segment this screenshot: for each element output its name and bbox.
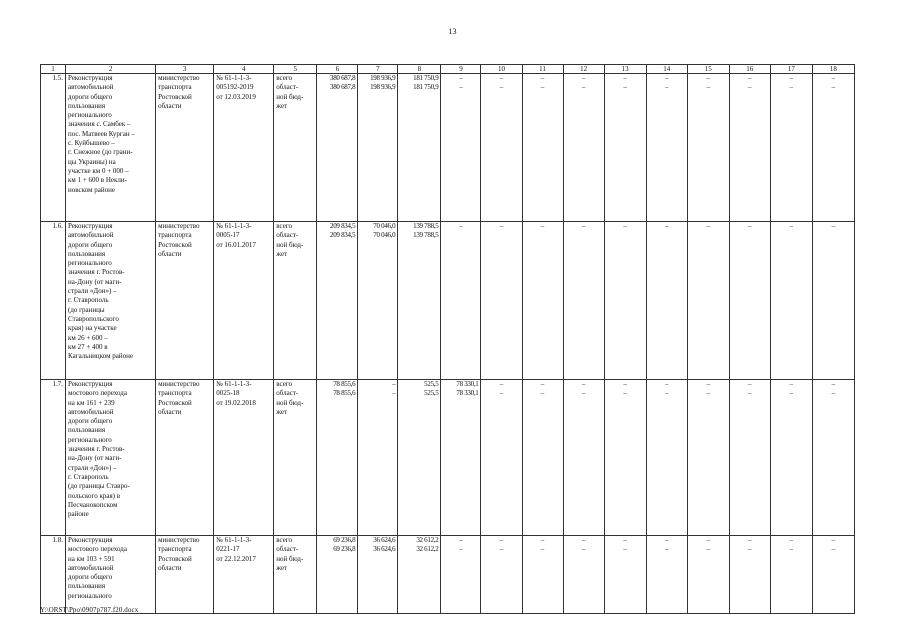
responsible-ministry-text: министерство транспорта Ростовской области (158, 222, 200, 258)
col18-amount (812, 74, 854, 222)
col13-amount-value: – (623, 536, 627, 544)
table-row (41, 536, 855, 614)
col12-amount-value: – (581, 389, 586, 398)
col8-amount-value: 139 788,5 (413, 222, 439, 230)
row-number-text: 1.8. (52, 536, 64, 544)
col8-amount (398, 222, 441, 380)
budget-table (40, 64, 855, 614)
col15-amount-value: – (706, 536, 710, 544)
column-number-8: 8 (398, 65, 441, 74)
file-path-footer: Y:\ORST\Ppo\0907p787.f20.docx (40, 606, 139, 614)
col6-amount-value: 78 855,6 (333, 389, 356, 398)
col14-amount-value: – (664, 545, 669, 554)
col18-amount-value: – (831, 389, 836, 398)
col15-amount-value: – (706, 545, 710, 554)
col9-amount-value (443, 231, 478, 240)
col9-amount (441, 536, 481, 614)
col17-amount (770, 536, 812, 614)
col9-amount-value: – (459, 83, 463, 92)
col17-amount (770, 380, 812, 536)
col9-amount-value: – (459, 74, 463, 82)
column-number-1: 1 (41, 65, 66, 74)
col11-amount-value: – (540, 536, 545, 544)
col13-amount (604, 380, 646, 536)
col15-amount-value: – (706, 74, 710, 82)
col17-amount (770, 222, 812, 380)
col18-amount (812, 380, 854, 536)
col15-amount (687, 222, 729, 380)
col8-amount (398, 74, 441, 222)
column-number-2: 2 (66, 65, 156, 74)
col7-amount-value: – (392, 389, 396, 398)
col11-amount-value: – (540, 222, 545, 230)
project-name (66, 74, 156, 222)
funding-source-regional: област- ной бюд- жет (276, 231, 304, 258)
page-number: 13 (448, 27, 457, 36)
col16-amount-value (732, 231, 768, 240)
responsible-ministry-text: министерство транспорта Ростовской области (158, 536, 200, 572)
column-number-6: 6 (317, 65, 358, 74)
col13-amount-value: – (623, 83, 627, 92)
col16-amount-value: – (748, 545, 752, 554)
column-number-row (41, 65, 855, 74)
expertise-document (214, 222, 274, 380)
col14-amount-value: – (664, 83, 669, 92)
col16-amount-value: – (748, 380, 752, 388)
col18-amount (812, 536, 854, 614)
col12-amount-value: – (581, 380, 586, 388)
column-number-15: 15 (687, 65, 729, 74)
col11-amount (522, 74, 563, 222)
expertise-document (214, 536, 274, 614)
col17-amount (770, 74, 812, 222)
col14-amount (646, 380, 687, 536)
col12-amount-value: – (581, 74, 586, 82)
col18-amount-value: – (831, 83, 836, 92)
funding-source (274, 380, 317, 536)
responsible-ministry (156, 74, 214, 222)
col12-amount (563, 536, 604, 614)
row-number-text: 1.7. (52, 380, 64, 388)
col18-amount-value: – (831, 222, 836, 230)
col8-amount-value: 525,5 (424, 380, 439, 388)
col17-amount-value (773, 231, 810, 240)
col13-amount (604, 74, 646, 222)
col12-amount (563, 380, 604, 536)
project-name (66, 380, 156, 536)
col16-amount-value: – (748, 389, 752, 398)
col15-amount-value (690, 231, 727, 240)
col11-amount-value: – (540, 74, 545, 82)
col16-amount-value: – (748, 74, 752, 82)
table-row (41, 222, 855, 380)
col13-amount-value: – (623, 545, 627, 554)
project-name-text: Реконструкция мостового перехода на км 103 + 591 автомобильной дороги общего пользования регионального (68, 536, 127, 600)
column-number-13: 13 (604, 65, 646, 74)
expertise-document-text: № 61-1-1-3- 005192-2019 от 12.03.2019 (216, 74, 256, 101)
col7-amount-value: 36 624,6 (373, 536, 396, 544)
col17-amount-value: – (789, 222, 794, 230)
col16-amount (729, 380, 770, 536)
col17-amount-value: – (789, 83, 794, 92)
col6-amount (317, 74, 358, 222)
col8-amount-value: 32 612,2 (416, 545, 439, 554)
column-number-4: 4 (214, 65, 274, 74)
col10-amount (481, 380, 522, 536)
expertise-document-text: № 61-1-1-3- 0005-17 от 16.01.2017 (216, 222, 256, 249)
col12-amount-value: – (581, 536, 586, 544)
funding-source-total: всего (276, 536, 293, 544)
col15-amount-value: – (706, 83, 710, 92)
col15-amount-value: – (706, 389, 710, 398)
col16-amount (729, 222, 770, 380)
expertise-document (214, 74, 274, 222)
funding-source (274, 222, 317, 380)
col11-amount (522, 380, 563, 536)
column-number-14: 14 (646, 65, 687, 74)
col15-amount (687, 536, 729, 614)
column-number-17: 17 (770, 65, 812, 74)
col6-amount-value: 380 687,8 (330, 74, 356, 82)
col9-amount-value: – (459, 545, 463, 554)
column-number-10: 10 (481, 65, 522, 74)
expertise-document-text: № 61-1-1-3- 0025-18 от 19.02.2018 (216, 380, 256, 407)
col8-amount (398, 380, 441, 536)
col10-amount-value (483, 231, 519, 240)
expertise-document-text: № 61-1-1-3- 0221-17 от 22.12.2017 (216, 536, 256, 563)
col10-amount (481, 536, 522, 614)
table-row (41, 380, 855, 536)
col14-amount-value (649, 231, 685, 240)
col16-amount (729, 74, 770, 222)
responsible-ministry (156, 222, 214, 380)
col14-amount (646, 536, 687, 614)
col8-amount-value: 181 750,9 (413, 74, 439, 82)
col10-amount-value: – (499, 545, 504, 554)
col6-amount-value: 209 834,5 (330, 231, 356, 240)
funding-source-regional: област- ной бюд- жет (276, 545, 304, 572)
col6-amount (317, 222, 358, 380)
col6-amount-value: 78 855,6 (333, 380, 356, 388)
col17-amount-value: – (789, 380, 794, 388)
col12-amount (563, 74, 604, 222)
col15-amount-value: – (706, 222, 710, 230)
col16-amount-value: – (748, 83, 752, 92)
project-name (66, 536, 156, 614)
funding-source (274, 536, 317, 614)
row-number (41, 380, 66, 536)
column-number-9: 9 (441, 65, 481, 74)
col7-amount (358, 380, 398, 536)
funding-source-total: всего (276, 74, 293, 82)
col14-amount-value: – (664, 389, 669, 398)
col9-amount-value: 78 330,1 (456, 380, 479, 388)
col15-amount (687, 380, 729, 536)
project-name-text: Реконструкция мостового перехода на км 161 + 239 автомобильной дороги общего пользования регионального значения г. Ростов- на-Дону (от маги- страли «Дон») – г. Ставрополь (до границы Ставро- польского края) в Песчанокопском районе (68, 380, 130, 519)
col14-amount-value: – (664, 222, 669, 230)
funding-source-regional: област- ной бюд- жет (276, 83, 304, 110)
col15-amount (687, 74, 729, 222)
column-number-7: 7 (358, 65, 398, 74)
col17-amount-value: – (789, 389, 794, 398)
col10-amount-value: – (499, 380, 504, 388)
col17-amount-value: – (789, 545, 794, 554)
row-number (41, 222, 66, 380)
col14-amount (646, 74, 687, 222)
column-number-3: 3 (156, 65, 214, 74)
col7-amount-value: – (392, 380, 396, 388)
col9-amount (441, 222, 481, 380)
col7-amount-value: 70 046,0 (373, 222, 396, 230)
col13-amount-value: – (623, 389, 627, 398)
col10-amount-value: – (499, 536, 504, 544)
col11-amount (522, 536, 563, 614)
col16-amount-value: – (748, 536, 752, 544)
col9-amount-value: 78 330,1 (456, 389, 479, 398)
col13-amount (604, 222, 646, 380)
col13-amount-value: – (623, 380, 627, 388)
col6-amount-value: 380 687,8 (330, 83, 356, 92)
col10-amount (481, 222, 522, 380)
col14-amount-value: – (664, 380, 669, 388)
col18-amount (812, 222, 854, 380)
col9-amount-value: – (459, 536, 463, 544)
col11-amount-value: – (540, 380, 545, 388)
funding-source-regional: област- ной бюд- жет (276, 389, 304, 416)
funding-source-total: всего (276, 380, 293, 388)
col8-amount-value: 181 750,9 (413, 83, 439, 92)
col8-amount-value: 525,5 (424, 389, 439, 398)
col13-amount-value (607, 231, 644, 240)
col13-amount-value: – (623, 74, 627, 82)
col15-amount-value: – (706, 380, 710, 388)
row-number-text: 1.5. (52, 74, 64, 82)
col7-amount (358, 74, 398, 222)
row-number (41, 536, 66, 614)
col10-amount-value: – (499, 222, 504, 230)
col12-amount-value: – (581, 545, 586, 554)
col10-amount (481, 74, 522, 222)
project-name-text: Реконструкция автомобильной дороги общего пользования регионального значения г. Ростов- на-Дону (от маги- страли «Дон») – г. Ставрополь (до границы Ставропольского края) на участке км 26 + 600 – км 27 + 400 в Кагальницком районе (68, 222, 133, 361)
row-number-text: 1.6. (52, 222, 64, 230)
col18-amount-value: – (831, 74, 836, 82)
col10-amount-value: – (499, 74, 504, 82)
responsible-ministry-text: министерство транспорта Ростовской области (158, 74, 200, 110)
col18-amount-value (815, 231, 852, 240)
col18-amount-value: – (831, 536, 836, 544)
col6-amount (317, 380, 358, 536)
col7-amount (358, 536, 398, 614)
col6-amount-value: 69 236,8 (333, 536, 356, 544)
col11-amount-value (525, 231, 561, 240)
col11-amount-value: – (540, 83, 545, 92)
col16-amount (729, 536, 770, 614)
column-number-16: 16 (729, 65, 770, 74)
col6-amount-value: 69 236,8 (333, 545, 356, 554)
column-number-18: 18 (812, 65, 854, 74)
col18-amount-value: – (831, 380, 836, 388)
col17-amount-value: – (789, 536, 794, 544)
col11-amount-value: – (540, 389, 545, 398)
col12-amount-value: – (581, 222, 586, 230)
responsible-ministry (156, 380, 214, 536)
project-name-text: Реконструкция автомобильной дороги общего пользования регионального значения с. Самбек – пос. Матвеев Курган – с. Куйбышево – г. Снежное (до грани- цы Украины) на участке км 0 + 000 – км 1 + 600 в Некли- новском районе (68, 74, 135, 194)
col6-amount (317, 536, 358, 614)
project-name (66, 222, 156, 380)
col7-amount (358, 222, 398, 380)
column-number-5: 5 (274, 65, 317, 74)
col13-amount-value: – (623, 222, 627, 230)
col6-amount-value: 209 834,5 (330, 222, 356, 230)
col10-amount-value: – (499, 83, 504, 92)
col14-amount-value: – (664, 536, 669, 544)
col16-amount-value: – (748, 222, 752, 230)
col12-amount-value (566, 231, 602, 240)
col11-amount-value: – (540, 545, 545, 554)
table-row (41, 74, 855, 222)
col18-amount-value: – (831, 545, 836, 554)
funding-source-total: всего (276, 222, 293, 230)
col7-amount-value: 36 624,6 (373, 545, 396, 554)
col12-amount (563, 222, 604, 380)
col9-amount (441, 380, 481, 536)
responsible-ministry (156, 536, 214, 614)
col10-amount-value: – (499, 389, 504, 398)
col7-amount-value: 70 046,0 (373, 231, 396, 240)
column-number-11: 11 (522, 65, 563, 74)
column-number-12: 12 (563, 65, 604, 74)
col7-amount-value: 198 936,9 (370, 74, 396, 82)
col8-amount (398, 536, 441, 614)
col8-amount-value: 139 788,5 (413, 231, 439, 240)
col8-amount-value: 32 612,2 (416, 536, 439, 544)
expertise-document (214, 380, 274, 536)
responsible-ministry-text: министерство транспорта Ростовской области (158, 380, 200, 416)
col14-amount (646, 222, 687, 380)
col11-amount (522, 222, 563, 380)
row-number (41, 74, 66, 222)
col7-amount-value: 198 936,9 (370, 83, 396, 92)
col9-amount (441, 74, 481, 222)
col17-amount-value: – (789, 74, 794, 82)
col9-amount-value: – (459, 222, 463, 230)
col13-amount (604, 536, 646, 614)
col12-amount-value: – (581, 83, 586, 92)
funding-source (274, 74, 317, 222)
col14-amount-value: – (664, 74, 669, 82)
